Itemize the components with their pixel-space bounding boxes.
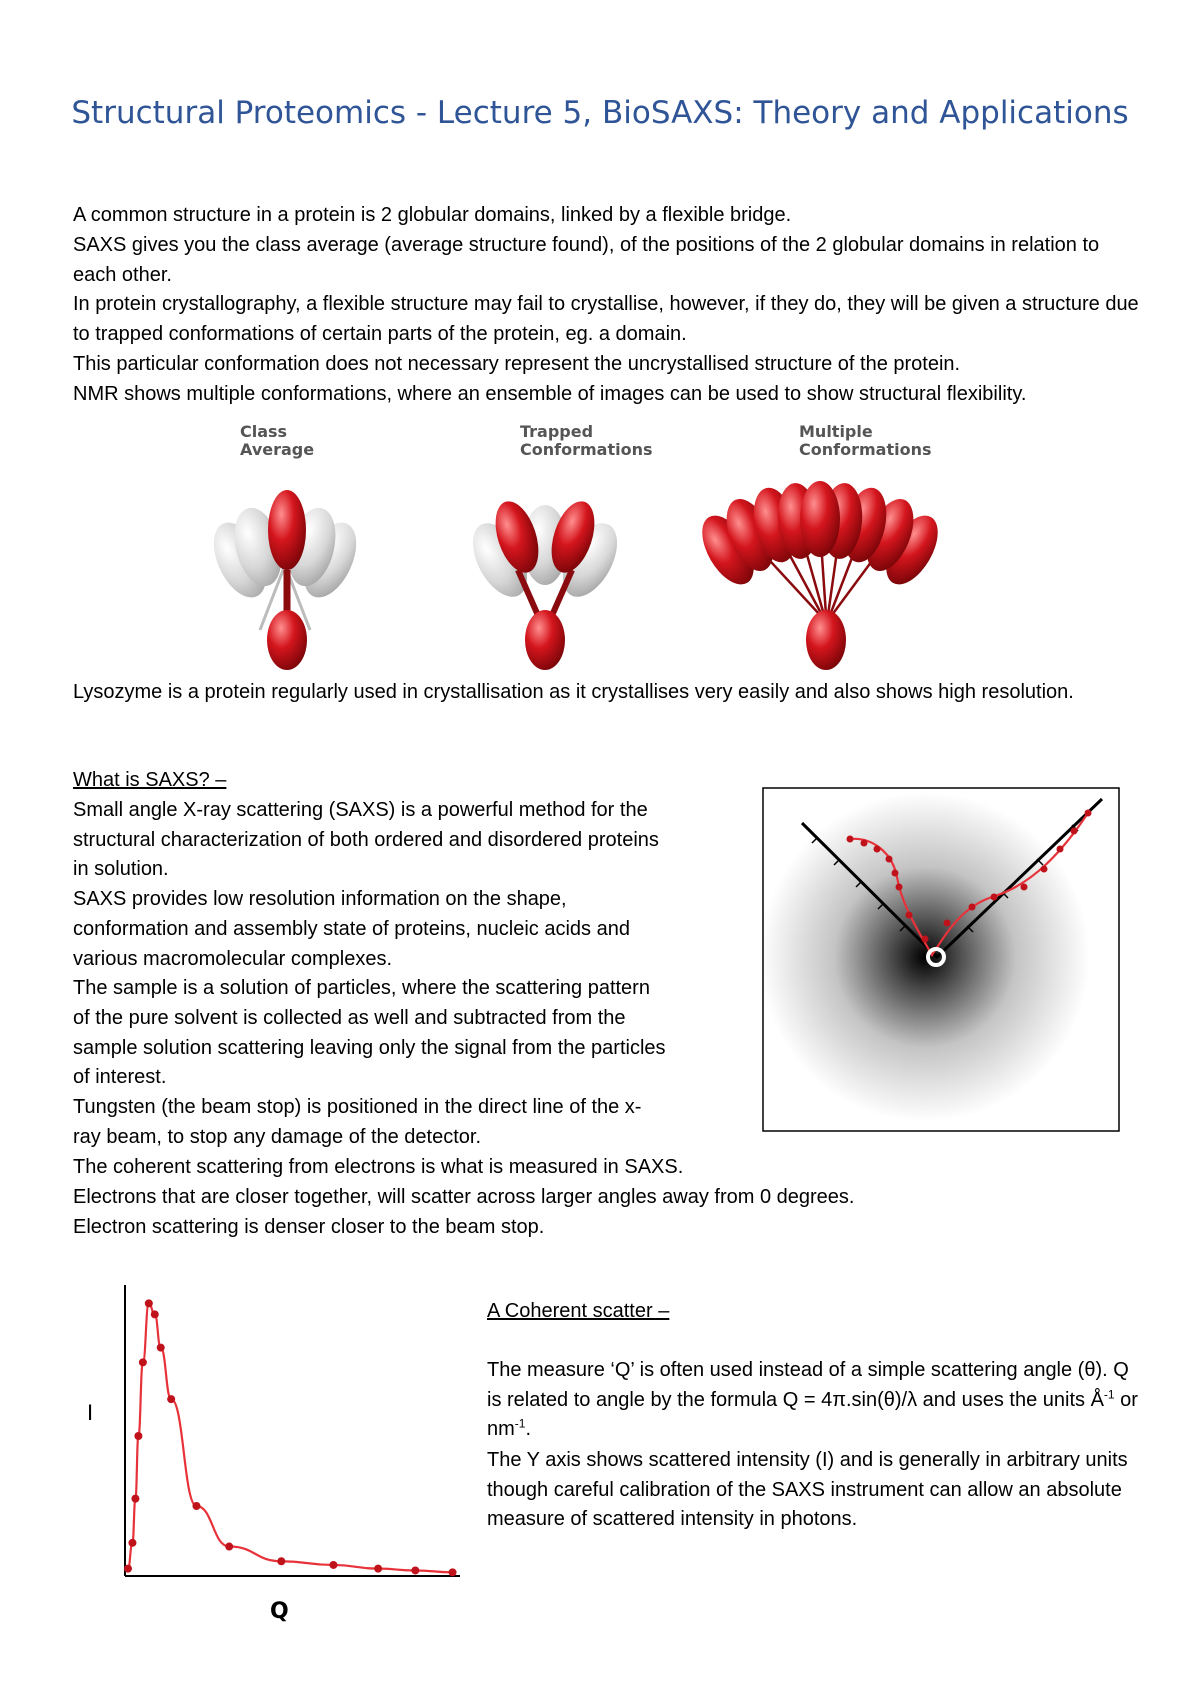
intro-paragraph-5: NMR shows multiple conformations, where an ensemble of images can be used to show structural flexibility. — [73, 383, 1027, 405]
plot-point-6 — [151, 1310, 159, 1318]
plot-point-9 — [192, 1502, 200, 1510]
plot-point-12 — [329, 1561, 337, 1569]
intro-paragraph-4: This particular conformation does not necessary represent the uncrystallised structure of the protein. — [73, 353, 961, 375]
page-title: Structural Proteomics - Lecture 5, BioSAXS: Theory and Applications — [71, 95, 1129, 131]
plot-point-2 — [131, 1495, 139, 1503]
plot-point-11 — [277, 1557, 285, 1565]
coherent-heading: A Coherent scatter – — [487, 1300, 670, 1322]
saxs-line-beamstop: Electron scattering is denser closer to the beam stop. — [73, 1216, 545, 1238]
unit-or: or nm — [487, 1388, 1138, 1441]
plot-point-10 — [225, 1543, 233, 1551]
plot-point-4 — [139, 1358, 147, 1366]
conformations-illustration — [220, 475, 940, 675]
plot-point-5 — [145, 1299, 153, 1307]
plot-point-8 — [167, 1395, 175, 1403]
coherent-q-paragraph — [487, 1356, 1147, 1445]
unit-angstrom: Å — [1090, 1388, 1104, 1411]
intro-paragraph-3: In protein crystallography, a flexible structure may fail to crystallise, however, if they do, they will be given a structure due to trapped conformations of certain parts of the protein, eg. a domain. — [73, 293, 1139, 345]
label-trapped-conformations: Trapped Conformations — [520, 422, 653, 459]
intensity-q-plot — [120, 1285, 465, 1585]
plot-x-label: Q — [270, 1599, 289, 1624]
plot-point-15 — [449, 1568, 457, 1576]
multiple-conformations-molecule — [692, 481, 949, 670]
label-multiple-conformations: Multiple Conformations — [799, 422, 932, 459]
plot-y-label: I — [87, 1400, 94, 1425]
unit-end: . — [525, 1418, 532, 1441]
label-class-average: Class Average — [240, 422, 315, 459]
plot-point-3 — [134, 1432, 142, 1440]
coherent-y-axis-paragraph: The Y axis shows scattered intensity (I) and is generally in arbitrary units though careful calibration of the SAXS instrument can allow an absolute measure of scattered intensity in photons. — [487, 1449, 1128, 1531]
saxs-heading: What is SAXS? – — [73, 769, 227, 791]
intro-paragraph-2: SAXS gives you the class average (average structure found), of the positions of the 2 globular domains in relation to each other. — [73, 234, 1100, 286]
plot-fit-curve — [128, 1303, 453, 1572]
class-average-molecule — [203, 490, 367, 670]
scattering-detector-diagram — [762, 787, 1120, 1132]
plot-point-7 — [157, 1344, 165, 1352]
unit-angstrom-sup: -1 — [1103, 1387, 1115, 1402]
saxs-line-coherent: The coherent scattering from electrons is what is measured in SAXS. — [73, 1156, 684, 1178]
plot-point-13 — [374, 1565, 382, 1573]
saxs-line-angles: Electrons that are closer together, will scatter across larger angles away from 0 degrees. — [73, 1186, 855, 1208]
plot-point-1 — [128, 1539, 136, 1547]
coherent-q-intro: The measure ‘Q’ is often used instead of a simple scattering angle (θ). Q is related to angle by the formula Q = 4π.sin(θ)/λ and uses the units — [487, 1359, 1129, 1411]
lysozyme-paragraph: Lysozyme is a protein regularly used in crystallisation as it crystallises very easily and also shows high resolution. — [73, 681, 1074, 703]
plot-data-points — [124, 1299, 457, 1576]
plot-point-14 — [411, 1566, 419, 1574]
unit-nm-sup: -1 — [514, 1416, 526, 1431]
plot-point-0 — [124, 1565, 132, 1573]
trapped-conformations-molecule — [462, 496, 628, 670]
intro-paragraph-1: A common structure in a protein is 2 globular domains, linked by a flexible bridge. — [73, 204, 792, 226]
saxs-body: Small angle X-ray scattering (SAXS) is a powerful method for the structural characterization of both ordered and disordered proteins in solution. SAXS provides low resolution information on the shape, conformation and assembly state of proteins, nucleic acids and various macromolecular complexes. The sample is a solution of particles, where the scattering pattern of the pure solvent is collected as well and subtracted from the sample solution scattering leaving only the signal from the particles of interest. Tungsten (the beam stop) is positioned in the direct line of the x- ray beam, to stop any damage of the detector. — [73, 799, 666, 1148]
